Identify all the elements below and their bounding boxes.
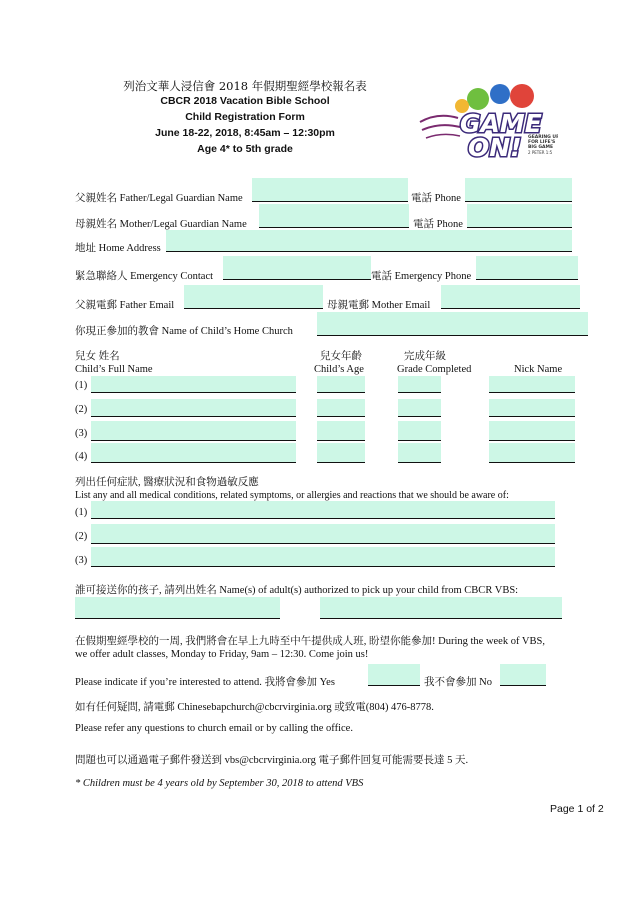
medical-label-cn: 列出任何症狀, 醫療狀況和食物過敏反應	[75, 477, 259, 488]
logo-tagline-1: GEARING UP	[528, 135, 558, 140]
child-grade-field[interactable]	[398, 443, 441, 463]
child-row-label: (2)	[75, 404, 88, 415]
pickup-adult-field[interactable]	[75, 597, 280, 619]
child-row-label: (3)	[75, 428, 88, 439]
medical-condition-field[interactable]	[91, 524, 555, 544]
home-address-label: 地址 Home Address	[75, 243, 161, 254]
child-age-field[interactable]	[317, 399, 365, 417]
child-name-header-cn: 兒女 姓名	[75, 351, 120, 362]
logo-verse: 2 PETER 1:5	[528, 150, 553, 155]
form-title-chinese: 列治文華人浸信會 2018 年假期聖經學校報名表	[123, 79, 367, 93]
form-title-dates: June 18-22, 2018, 8:45am – 12:30pm	[155, 127, 335, 139]
medical-row-label: (1)	[75, 507, 88, 518]
logo-tagline-2: FOR LIFE'S	[528, 140, 556, 145]
game-on-logo-graphic	[418, 82, 558, 164]
father-phone-label: 電話 Phone	[411, 193, 461, 204]
mother-name-label: 母親姓名 Mother/Legal Guardian Name	[75, 219, 247, 230]
mother-email-field[interactable]	[441, 285, 580, 309]
child-age-header-en: Child’s Age	[314, 364, 364, 375]
emergency-phone-field[interactable]	[476, 256, 578, 280]
form-title-line2: Child Registration Form	[185, 111, 305, 123]
child-row-label: (4)	[75, 451, 88, 462]
child-age-field[interactable]	[317, 443, 365, 463]
medical-row-label: (3)	[75, 555, 88, 566]
logo-word-on: ON!	[468, 133, 522, 162]
contact-email-info: 問題也可以通過電子郵件發送到 vbs@cbcrvirginia.org 電子郵件回复可能需要長達 5 天.	[75, 755, 469, 766]
interest-prompt: Please indicate if you’re interested to attend. 我將會參加 Yes	[75, 677, 335, 688]
mother-email-label: 母親電郵 Mother Email	[327, 300, 431, 311]
emergency-phone-label: 電話 Emergency Phone	[371, 271, 472, 282]
medical-condition-field[interactable]	[91, 501, 555, 519]
child-age-field[interactable]	[317, 421, 365, 441]
child-nickname-field[interactable]	[489, 376, 575, 393]
pickup-label: 誰可接送你的孩子, 請列出姓名 Name(s) of adult(s) authorized to pick up your child from CBCR VBS:	[75, 585, 519, 596]
father-phone-field[interactable]	[465, 178, 572, 202]
child-name-field[interactable]	[91, 421, 296, 441]
father-name-field[interactable]	[252, 178, 408, 202]
home-church-label: 你現正參加的教會 Name of Child’s Home Church	[75, 326, 293, 337]
logo-tagline-3: BIG GAME	[528, 145, 554, 150]
child-nickname-field[interactable]	[489, 399, 575, 417]
medical-condition-field[interactable]	[91, 547, 555, 567]
interest-yes-field[interactable]	[368, 664, 420, 686]
child-grade-field[interactable]	[398, 376, 441, 393]
child-name-field[interactable]	[91, 376, 296, 393]
child-grade-field[interactable]	[398, 421, 441, 441]
child-name-field[interactable]	[91, 443, 296, 463]
contact-info-cn: 如有任何疑問, 請電郵 Chinesebapchurch@cbcrvirginia.org 或致電(804) 476-8778.	[75, 702, 434, 713]
home-church-field[interactable]	[317, 312, 588, 336]
child-age-header-cn: 兒女年齡	[320, 351, 362, 362]
child-row-label: (1)	[75, 380, 88, 391]
age-requirement-note: * Children must be 4 years old by September 30, 2018 to attend VBS	[75, 778, 364, 789]
child-grade-field[interactable]	[398, 399, 441, 417]
game-on-logo	[418, 82, 558, 164]
pickup-adult-field[interactable]	[320, 597, 562, 619]
child-name-field[interactable]	[91, 399, 296, 417]
adult-classes-line2: we offer adult classes, Monday to Friday, 9am – 12:30. Come join us!	[75, 649, 369, 660]
interest-no-label: 我不會參加 No	[424, 677, 492, 688]
nickname-header: Nick Name	[514, 364, 563, 375]
adult-classes-line1: 在假期聖經學校的一周, 我們將會在早上九時至中午提供成人班, 盼望你能參加! During the week of VBS,	[75, 636, 545, 647]
logo-word-game: GAME	[460, 109, 542, 138]
father-name-label: 父親姓名 Father/Legal Guardian Name	[75, 193, 243, 204]
emergency-contact-field[interactable]	[223, 256, 371, 280]
page-number: Page 1 of 2	[550, 803, 604, 815]
home-address-field[interactable]	[166, 230, 572, 252]
mother-name-field[interactable]	[259, 204, 409, 228]
grade-header-cn: 完成年級	[404, 351, 446, 362]
father-email-field[interactable]	[184, 285, 323, 309]
interest-no-field[interactable]	[500, 664, 546, 686]
emergency-contact-label: 緊急聯絡人 Emergency Contact	[75, 271, 214, 282]
medical-row-label: (2)	[75, 531, 88, 542]
form-title-ages: Age 4* to 5th grade	[197, 143, 293, 155]
child-age-field[interactable]	[317, 376, 365, 393]
child-nickname-field[interactable]	[489, 421, 575, 441]
grade-header-en: Grade Completed	[397, 364, 472, 375]
child-nickname-field[interactable]	[489, 443, 575, 463]
mother-phone-field[interactable]	[467, 204, 572, 228]
contact-info-en: Please refer any questions to church email or by calling the office.	[75, 723, 353, 734]
child-name-header-en: Child’s Full Name	[75, 364, 153, 375]
mother-phone-label: 電話 Phone	[413, 219, 463, 230]
medical-label-en: List any and all medical conditions, related symptoms, or allergies and reactions that we should be aware of:	[75, 490, 509, 501]
form-title-line1: CBCR 2018 Vacation Bible School	[160, 95, 330, 107]
father-email-label: 父親電郵 Father Email	[75, 300, 175, 311]
